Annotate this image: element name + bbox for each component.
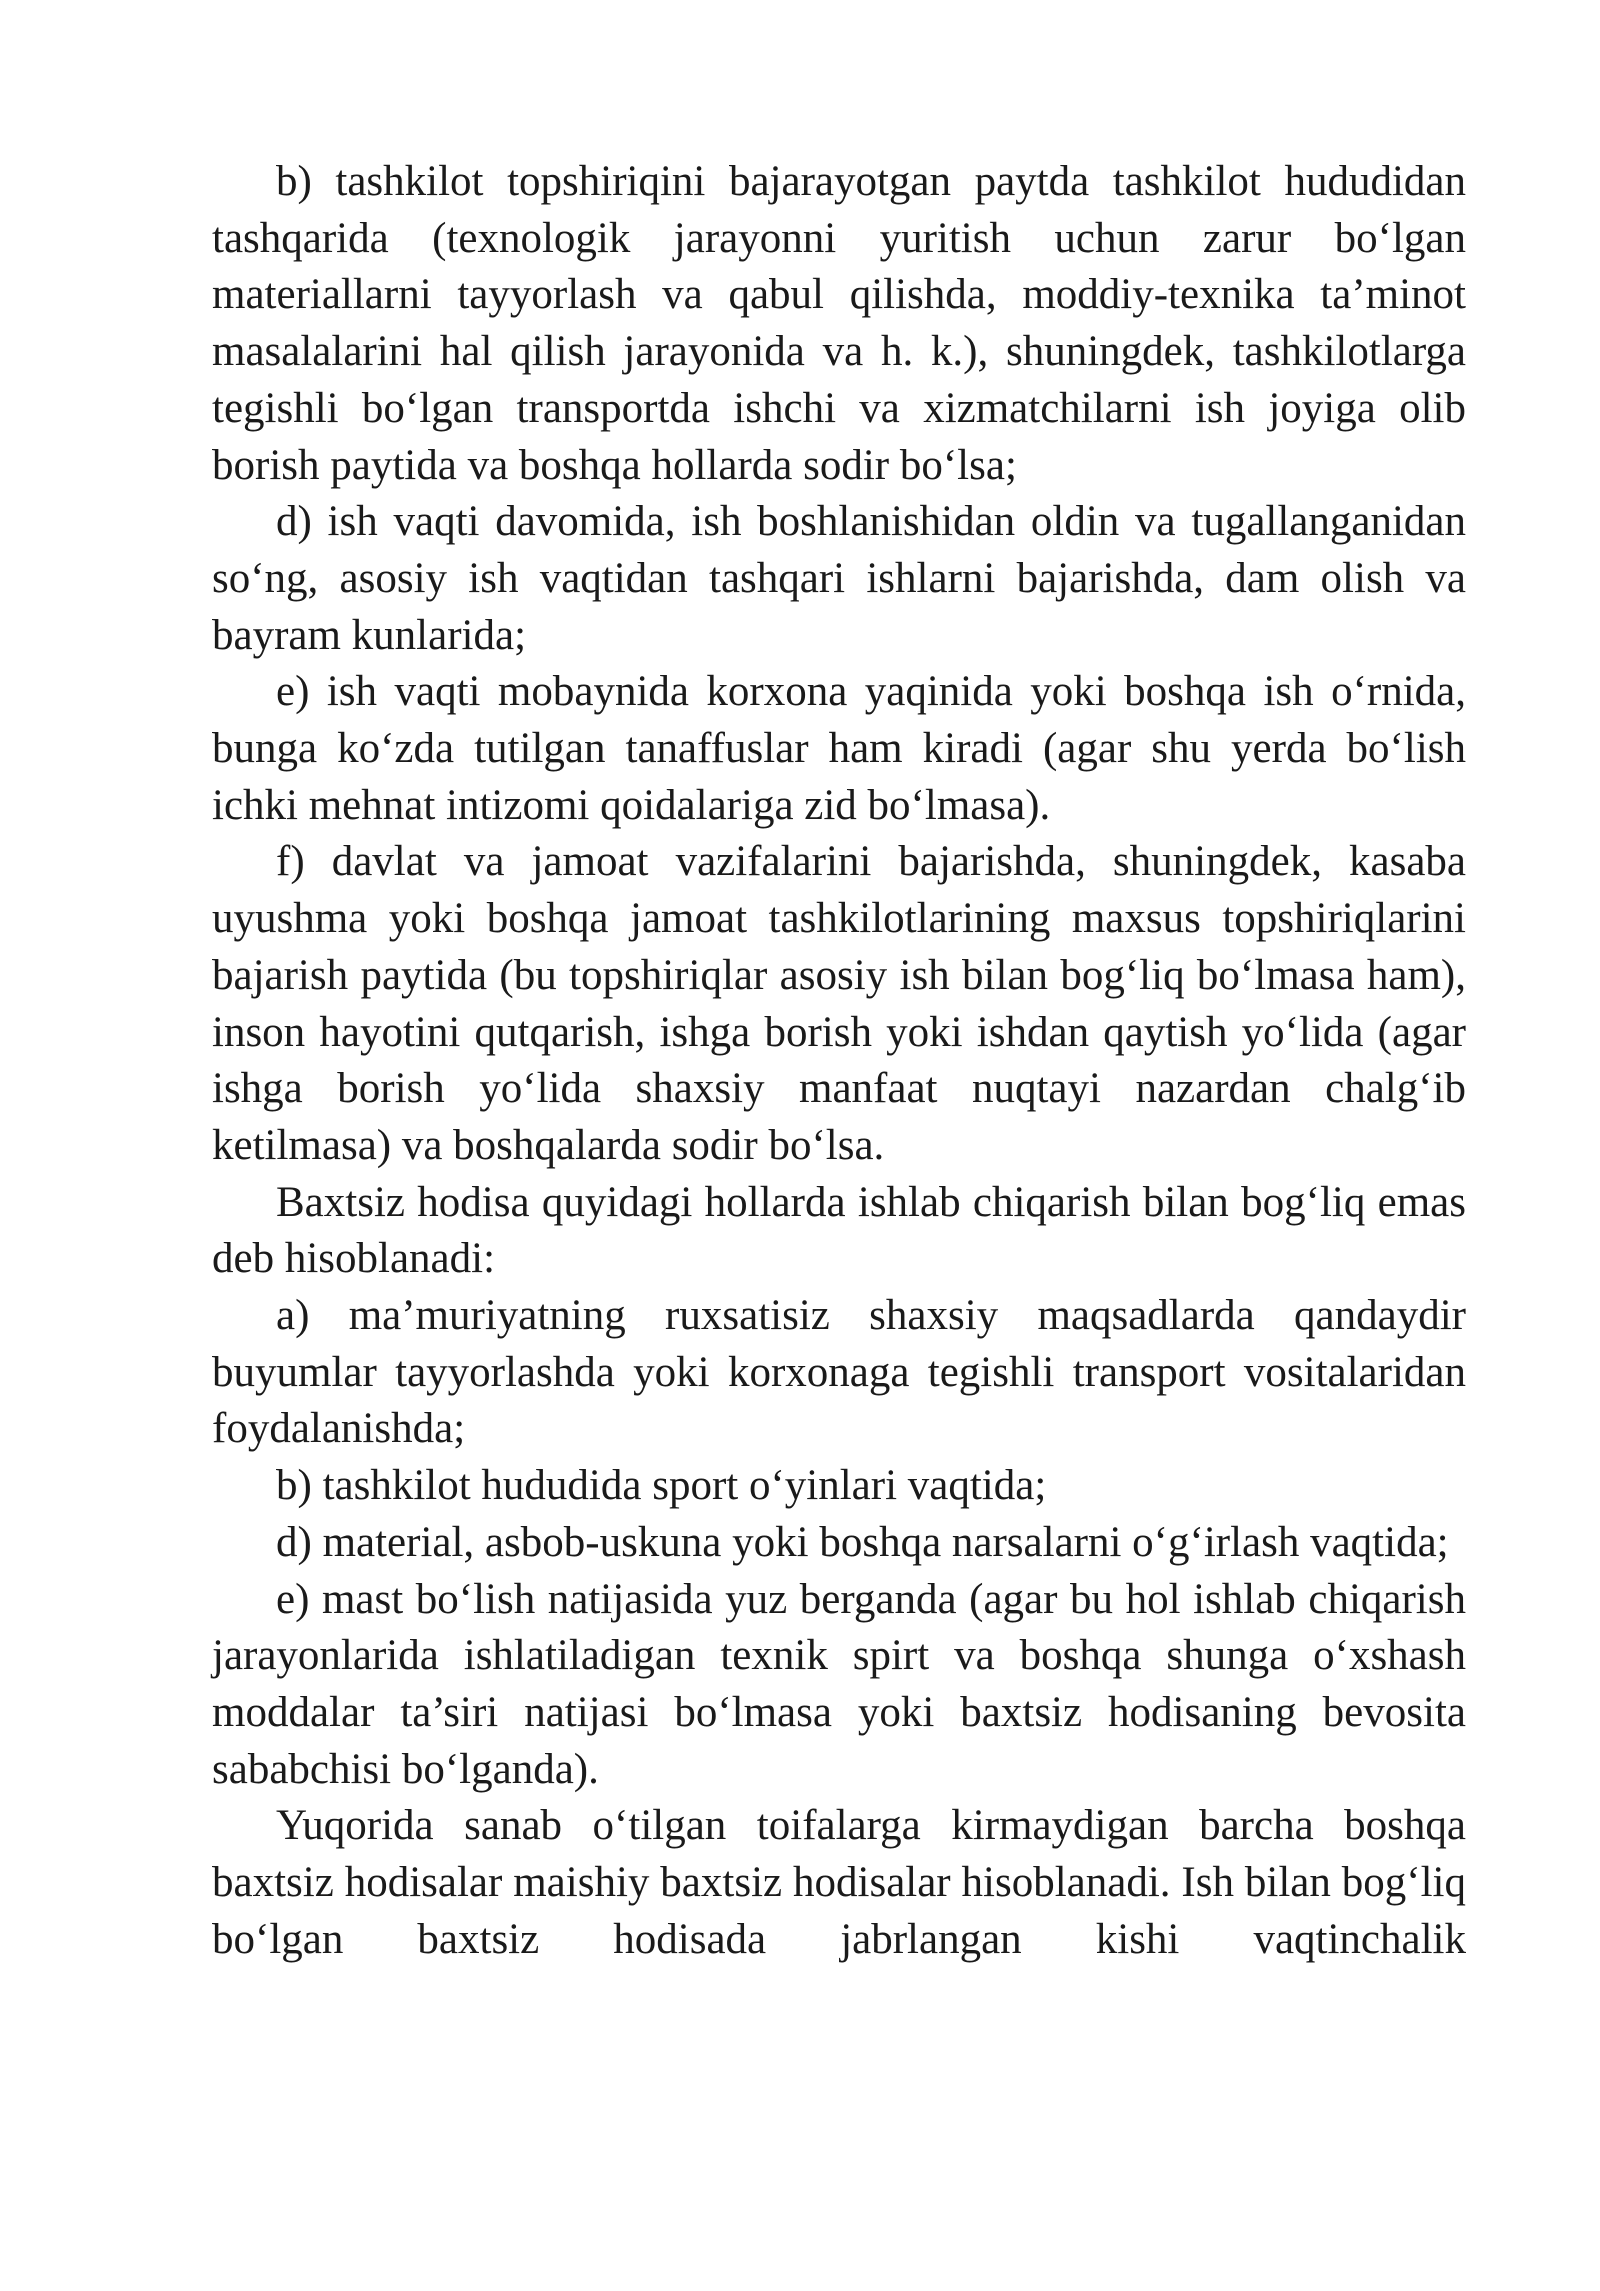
paragraph-household-accidents: Yuqorida sanab o‘tilgan toifalarga kirmaydigan barcha boshqa baxtsiz hodisalar maishiy baxtsiz hodisalar hisoblanadi. Ish bilan bog‘liq bo‘lgan baxtsiz hodisada jabrlangan kishi vaqtinchalik <box>212 1802 1466 1963</box>
paragraph-item-a-personal-purposes: a) ma’muriyatning ruxsatisiz shaxsiy maqsadlarda qandaydir buyumlar tayyorlashda yoki korxonaga tegishli transport vositalaridan foydalanishda; <box>212 1292 1466 1453</box>
paragraph-item-e-intoxication: e) mast bo‘lish natijasida yuz berganda (agar bu hol ishlab chiqarish jarayonlarida ishlatiladigan texnik spirt va boshqa shunga o‘xshash moddalar ta’siri natijasi bo‘lmasa yoki baxtsiz hodisaning bevosita sababchisi bo‘lganda). <box>212 1575 1466 1793</box>
paragraph-item-b-sport-games: b) tashkilot hududida sport o‘yinlari vaqtida; <box>276 1462 1047 1510</box>
paragraph-item-d-working-time: d) ish vaqti davomida, ish boshlanishidan oldin va tugallanganidan so‘ng, asosiy ish vaqtidan tashqari ishlarni bajarishda, dam olish va bayram kunlarida; <box>212 498 1466 659</box>
paragraph-item-b-outside-territory: b) tashkilot topshiriqini bajarayotgan paytda tashkilot hududidan tashqarida (texnologik jarayonni yuritish uchun zarur bo‘lgan materiallarni tayyorlash va qabul qilishda, moddiy-texnika ta’minot masalalarini hal qilish jarayonida va h. k.), shuningdek, tashkilotlarga tegishli bo‘lgan transportda ishchi va xizmatchilarni ish joyiga olib borish paytida va boshqa hollarda sodir bo‘lsa; <box>212 158 1466 489</box>
paragraph-item-e-breaks: e) ish vaqti mobaynida korxona yaqinida yoki boshqa ish o‘rnida, bunga ko‘zda tutilgan tanaffuslar ham kiradi (agar shu yerda bo‘lish ichki mehnat intizomi qoidalariga zid bo‘lmasa). <box>212 668 1466 829</box>
body-text <box>212 154 1466 1969</box>
paragraph-not-work-related-intro: Baxtsiz hodisa quyidagi hollarda ishlab chiqarish bilan bog‘liq emas deb hisoblanadi: <box>212 1178 1466 1283</box>
paragraph-item-f-public-duties: f) davlat va jamoat vazifalarini bajarishda, shuningdek, kasaba uyushma yoki boshqa jamoat tashkilotlarining maxsus topshiriqlarini bajarish paytida (bu topshiriqlar asosiy ish bilan bog‘liq bo‘lmasa ham), inson hayotini qutqarish, ishga borish yoki ishdan qaytish yo‘lida (agar ishga borish yo‘lida shaxsiy manfaat nuqtayi nazardan chalg‘ib ketilmasa) va boshqalarda sodir bo‘lsa. <box>212 838 1466 1169</box>
paragraph-item-d-theft: d) material, asbob-uskuna yoki boshqa narsalarni o‘g‘irlash vaqtida; <box>276 1518 1449 1566</box>
